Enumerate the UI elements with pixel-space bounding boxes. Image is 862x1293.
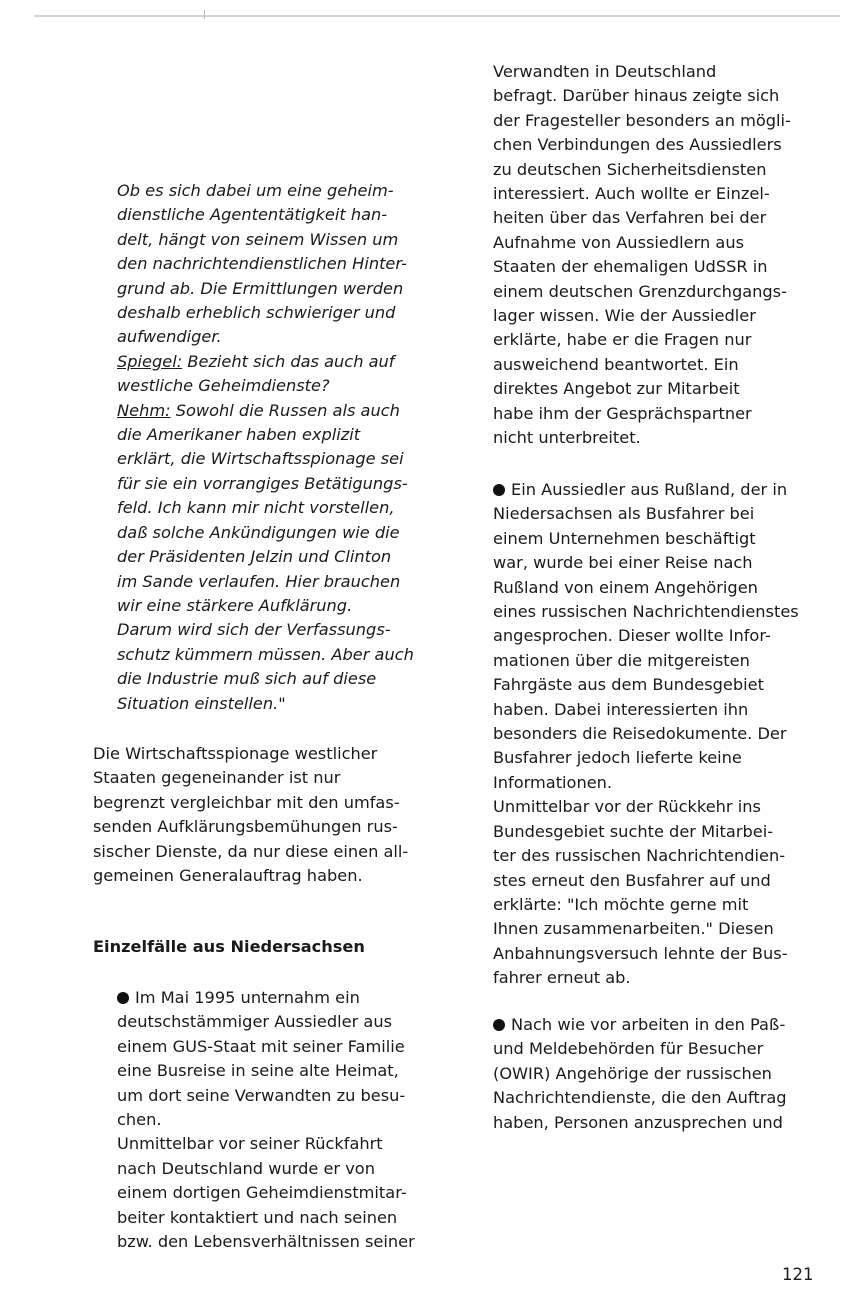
text-line: feld. Ich kann mir nicht vorstellen,: [117, 498, 395, 518]
text-line: für sie ein vorrangiges Betätigungs-: [117, 473, 408, 493]
answer-text: Sowohl die Russen als auch: [170, 400, 400, 420]
text-line: der Präsidenten Jelzin und Clinton: [117, 547, 392, 567]
text-line: Unmittelbar vor der Rückkehr ins: [493, 797, 761, 817]
text-line: ausweichend beantwortet. Ein: [493, 354, 739, 374]
text-line: einem GUS-Staat mit seiner Familie: [117, 1036, 405, 1056]
bullet-icon: [493, 1019, 505, 1031]
text-line: einem deutschen Grenzdurchgangs-: [493, 281, 787, 301]
text-line: bzw. den Lebensverhältnissen seiner: [117, 1232, 415, 1252]
text-line: Nach wie vor arbeiten in den Paß-: [493, 1013, 787, 1037]
text-line: heiten über das Verfahren bei der: [493, 208, 767, 228]
page-number: 121: [782, 1265, 814, 1284]
text-line: nach Deutschland wurde er von: [117, 1158, 375, 1178]
text-line: Informationen.: [493, 772, 613, 792]
text-line: Bundesgebiet suchte der Mitarbei-: [493, 821, 774, 841]
text-line: stes erneut den Busfahrer auf und: [493, 870, 771, 890]
text-line: Nachrichtendienste, die den Auftrag: [493, 1088, 787, 1108]
text-line: Staaten gegeneinander ist nur: [93, 768, 341, 788]
body-paragraph: [93, 742, 408, 888]
interview-question: [117, 350, 414, 374]
text-line: Verwandten in Deutschland: [493, 62, 717, 81]
text-line: direktes Angebot zur Mitarbeit: [493, 379, 740, 399]
speaker-label: Nehm:: [117, 400, 171, 420]
case-3-paragraph: [493, 1013, 787, 1135]
text-line: erklärt, die Wirtschaftsspionage sei: [117, 449, 404, 469]
text-line: begrenzt vergleichbar mit den umfas-: [93, 792, 400, 812]
text-line: der Fragesteller besonders an mögli-: [493, 110, 791, 130]
interview-quote: [117, 179, 414, 716]
bullet-icon: [493, 484, 505, 496]
text-line: Aufnahme von Aussiedlern aus: [493, 232, 745, 252]
text-line: Ihnen zusammenarbeiten." Diesen: [493, 919, 774, 939]
interview-answer: [117, 399, 414, 423]
text-line: ter des russischen Nachrichtendien-: [493, 846, 786, 866]
text-line: Staaten der ehemaligen UdSSR in: [493, 257, 768, 277]
text-line: Niedersachsen als Busfahrer bei: [493, 504, 755, 524]
text-line: erklärte: "Ich möchte gerne mit: [493, 894, 749, 914]
text-line: lager wissen. Wie der Aussiedler: [493, 306, 756, 326]
text-line: erklärte, habe er die Fragen nur: [493, 330, 752, 350]
text-line: Darum wird sich der Verfassungs-: [117, 620, 391, 640]
text-line: dienstliche Agententätigkeit han-: [117, 205, 388, 225]
text-line: senden Aufklärungsbemühungen rus-: [93, 817, 398, 837]
text-line: war, wurde bei einer Reise nach: [493, 553, 753, 573]
header-tick-mark: [204, 10, 205, 19]
text-line: den nachrichtendienstlichen Hinter-: [117, 254, 407, 274]
text-line: Situation einstellen.": [117, 693, 286, 713]
text-line: interessiert. Auch wollte er Einzel-: [493, 184, 770, 204]
text-line: sischer Dienste, da nur diese einen all-: [93, 841, 409, 861]
text-line: die Industrie muß sich auf diese: [117, 669, 377, 689]
text-line: aufwendiger.: [117, 327, 222, 347]
question-text: Bezieht sich das auch auf: [182, 351, 395, 371]
text-line: die Amerikaner haben explizit: [117, 425, 361, 445]
text-line: delt, hängt von seinem Wissen um: [117, 229, 399, 249]
text-line: chen.: [117, 1110, 162, 1130]
text-line: zu deutschen Sicherheitsdiensten: [493, 159, 767, 179]
case-1-paragraph: [117, 986, 415, 1254]
text-line: westliche Geheimdienste?: [117, 376, 330, 396]
text-line: haben, Personen anzusprechen und: [493, 1112, 783, 1132]
text-line: angesprochen. Dieser wollte Infor-: [493, 626, 771, 646]
text-line: deshalb erheblich schwieriger und: [117, 303, 396, 323]
text-line: grund ab. Die Ermittlungen werden: [117, 278, 404, 298]
text-line: Im Mai 1995 unternahm ein: [117, 986, 415, 1010]
text-line: besonders die Reisedokumente. Der: [493, 724, 787, 744]
text-line: mationen über die mitgereisten: [493, 650, 750, 670]
text-line: schutz kümmern müssen. Aber auch: [117, 644, 414, 664]
text-line: Fahrgäste aus dem Bundesgebiet: [493, 675, 764, 695]
case-1-continuation: [493, 60, 791, 451]
text-line: nicht unterbreitet.: [493, 428, 641, 448]
text-line: beiter kontaktiert und nach seinen: [117, 1207, 398, 1227]
header-rule: [34, 15, 840, 17]
text-line: habe ihm der Gesprächspartner: [493, 403, 752, 423]
text-line: daß solche Ankündigungen wie die: [117, 522, 400, 542]
speaker-label: Spiegel:: [117, 351, 183, 371]
text-line: Rußland von einem Angehörigen: [493, 577, 758, 597]
text-line: um dort seine Verwandten zu besu-: [117, 1085, 406, 1105]
text-line: Unmittelbar vor seiner Rückfahrt: [117, 1134, 383, 1154]
bullet-icon: [117, 992, 129, 1004]
text-line: haben. Dabei interessierten ihn: [493, 699, 749, 719]
text-line: eine Busreise in seine alte Heimat,: [117, 1061, 399, 1081]
text-line: einem dortigen Geheimdienstmitar-: [117, 1183, 407, 1203]
section-heading: Einzelfälle aus Niedersachsen: [93, 937, 365, 956]
text-line: chen Verbindungen des Aussiedlers: [493, 135, 782, 155]
text-line: deutschstämmiger Aussiedler aus: [117, 1012, 393, 1032]
text-line: befragt. Darüber hinaus zeigte sich: [493, 86, 780, 106]
text-line: Anbahnungsversuch lehnte der Bus-: [493, 943, 788, 963]
text-line: und Meldebehörden für Besucher: [493, 1039, 764, 1059]
text-line: wir eine stärkere Aufklärung.: [117, 595, 353, 615]
case-2-paragraph: [493, 478, 799, 991]
text-line: (OWIR) Angehörige der russischen: [493, 1063, 772, 1083]
text-line: Ein Aussiedler aus Rußland, der in: [493, 478, 799, 502]
text-line: eines russischen Nachrichtendienstes: [493, 602, 799, 622]
text-line: gemeinen Generalauftrag haben.: [93, 866, 363, 886]
text-line: im Sande verlaufen. Hier brauchen: [117, 571, 401, 591]
text-line: Busfahrer jedoch lieferte keine: [493, 748, 742, 768]
text-line: einem Unternehmen beschäftigt: [493, 528, 756, 548]
text-line: fahrer erneut ab.: [493, 968, 631, 988]
text-line: Ob es sich dabei um eine geheim-: [117, 181, 394, 200]
text-line: Die Wirtschaftsspionage westlicher: [93, 744, 378, 763]
